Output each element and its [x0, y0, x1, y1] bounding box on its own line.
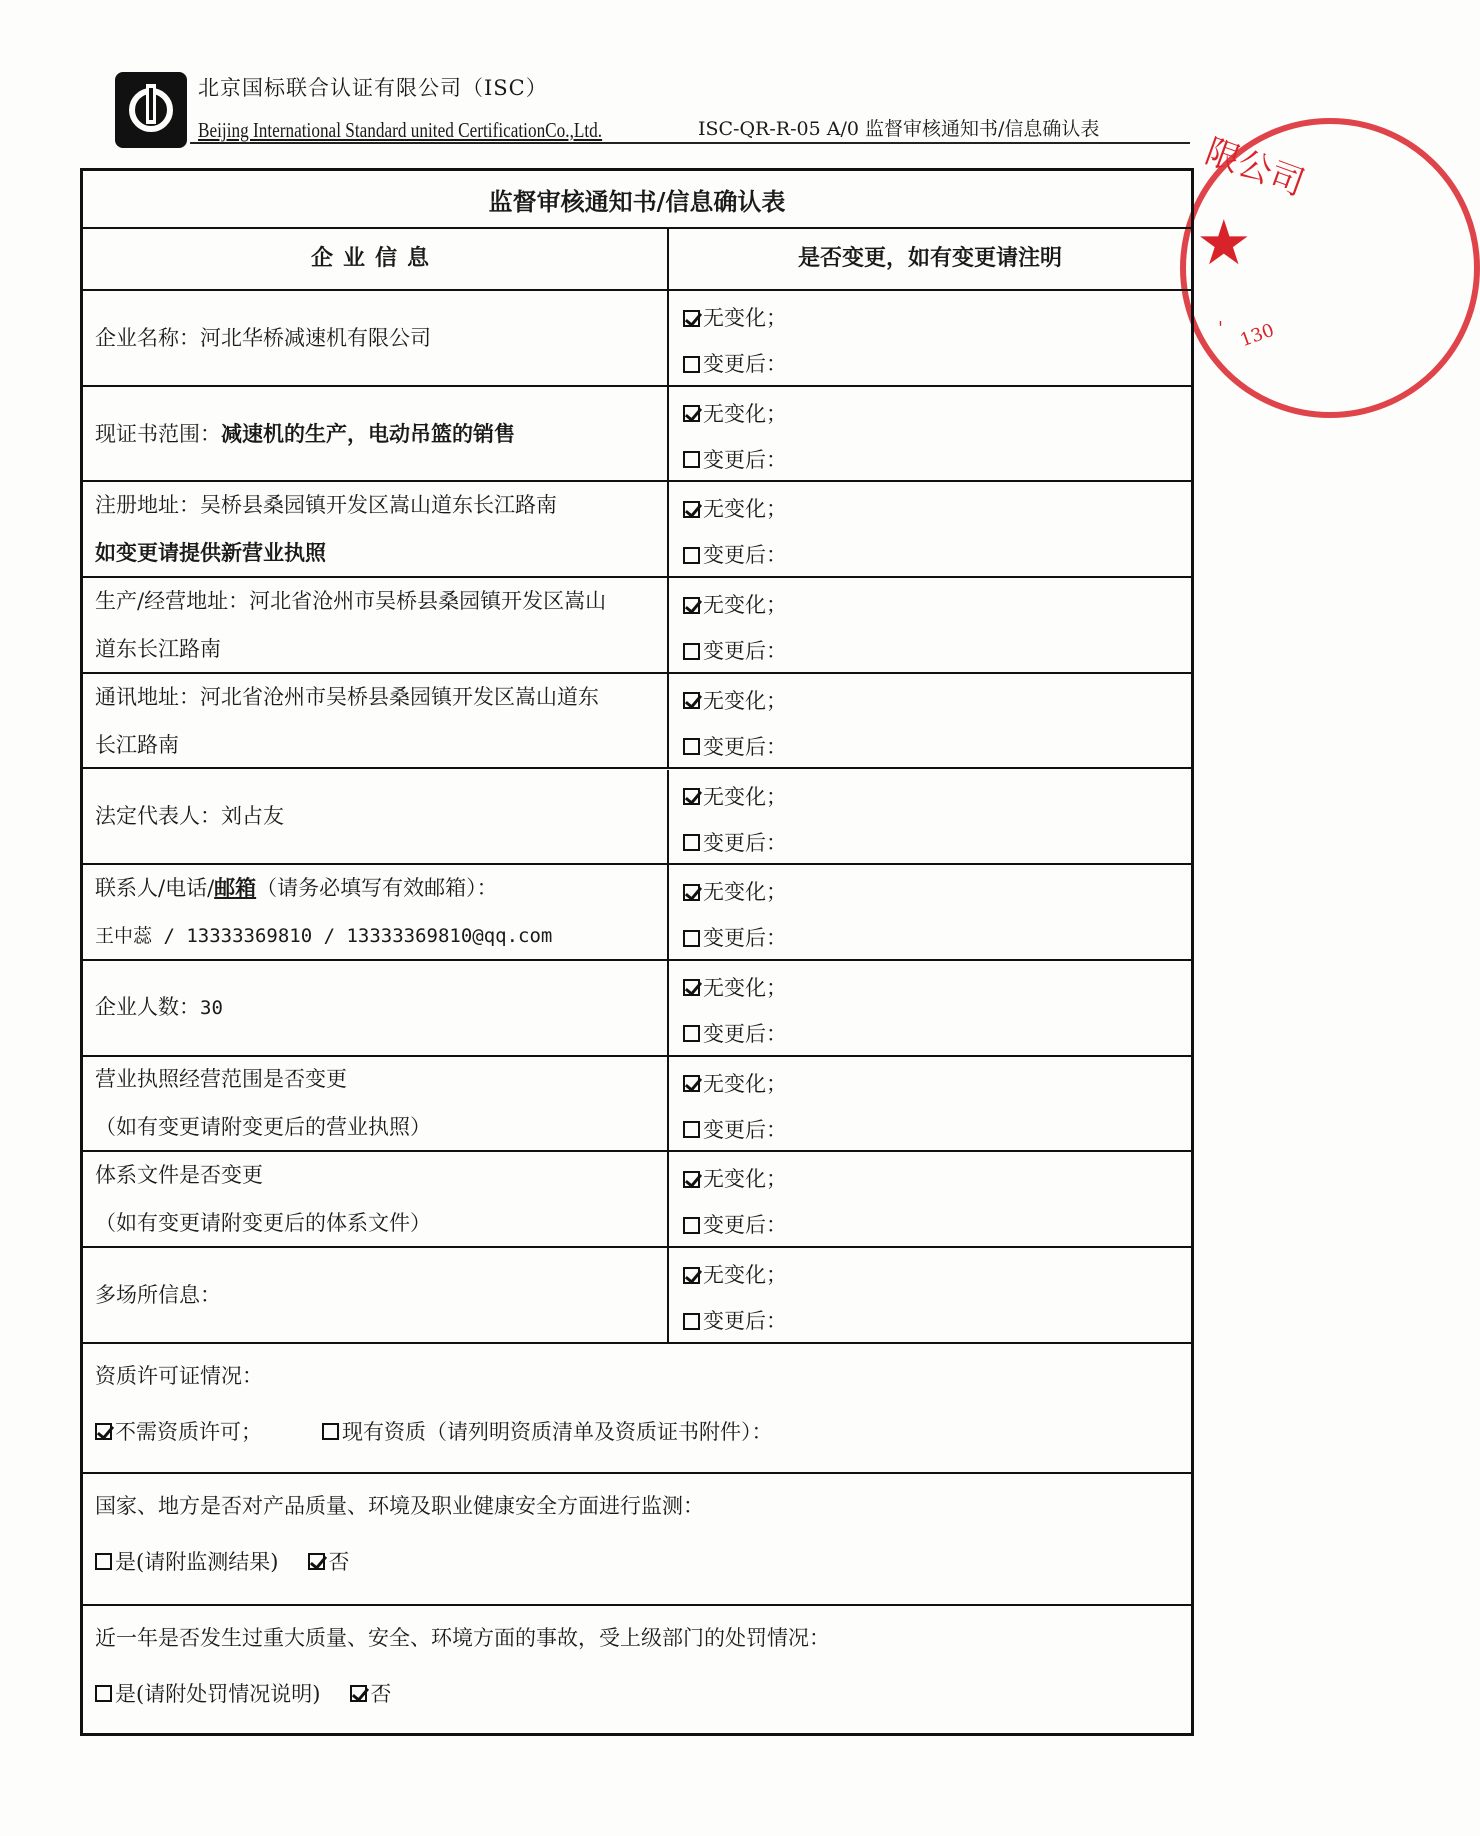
monitoring-yes-checkbox[interactable] [95, 1553, 112, 1570]
monitoring-question: 国家、地方是否对产品质量、环境及职业健康安全方面进行监测： [95, 1494, 704, 1518]
document-code: ISC-QR-R-05 A/0 监督审核通知书/信息确认表 [698, 118, 1100, 140]
unchanged-label: 无变化； [703, 593, 787, 618]
changed-label: 变更后： [703, 1309, 787, 1333]
unchanged-checkbox[interactable] [683, 1075, 700, 1092]
unchanged-checkbox[interactable] [683, 405, 700, 422]
changed-checkbox[interactable] [683, 930, 700, 947]
changed-checkbox[interactable] [683, 738, 700, 755]
no-qualification-label: 不需资质许可； [115, 1420, 262, 1444]
unchanged-checkbox[interactable] [683, 1171, 700, 1188]
table-row [83, 1248, 1191, 1344]
field-label: 现证书范围： [95, 421, 221, 446]
field-label: 生产/经营地址： [95, 588, 250, 613]
monitoring-no-label: 否 [328, 1550, 350, 1574]
field-label: 营业执照经营范围是否变更 [95, 1067, 347, 1092]
changed-label: 变更后： [703, 1021, 787, 1046]
accident-question: 近一年是否发生过重大质量、安全、环境方面的事故，受上级部门的处罚情况： [95, 1626, 830, 1650]
changed-checkbox[interactable] [683, 1025, 700, 1042]
unchanged-label: 无变化； [703, 497, 787, 522]
field-value: 王中蕊 / 13333369810 / 13333369810@qq.com [95, 925, 553, 948]
changed-label: 变更后： [703, 352, 787, 376]
changed-checkbox[interactable] [683, 834, 700, 851]
field-label: 注册地址： [95, 493, 200, 518]
seal-text: 限公司 [1200, 131, 1310, 205]
unchanged-label: 无变化； [703, 1263, 787, 1287]
changed-checkbox[interactable] [683, 356, 700, 373]
field-value: 河北省沧州市吴桥县桑园镇开发区嵩山 [249, 588, 607, 613]
seal-number: 130 [1237, 319, 1277, 352]
has-qualification-checkbox[interactable] [322, 1423, 339, 1440]
unchanged-label: 无变化； [703, 784, 787, 809]
field-value: 吴桥县桑园镇开发区嵩山道东长江路南 [200, 493, 557, 518]
unchanged-label: 无变化； [703, 880, 787, 905]
table-row [83, 770, 1191, 866]
changed-checkbox[interactable] [683, 1313, 700, 1330]
field-label: 企业人数： [95, 995, 200, 1020]
unchanged-checkbox[interactable] [683, 310, 700, 327]
monitoring-yes-label: 是(请附监测结果) [115, 1550, 279, 1574]
accident-no-label: 否 [370, 1682, 392, 1706]
field-value-cont: 道东长江路南 [95, 636, 221, 661]
company-name-cn: 北京国标联合认证有限公司（ISC） [198, 76, 548, 100]
field-label: 法定代表人： [95, 804, 221, 829]
unchanged-label: 无变化； [703, 1071, 787, 1096]
changed-checkbox[interactable] [683, 643, 700, 660]
unchanged-label: 无变化； [703, 306, 787, 330]
qualification-row [83, 1344, 1191, 1474]
company-name-en: Beijing International Standard united CertificationCo.,Ltd. [198, 118, 603, 142]
changed-label: 变更后： [703, 543, 787, 568]
field-label: 企业名称： [95, 325, 200, 350]
unchanged-checkbox[interactable] [683, 1267, 700, 1284]
field-note: （如有变更请附变更后的体系文件） [95, 1211, 431, 1236]
unchanged-checkbox[interactable] [683, 979, 700, 996]
unchanged-checkbox[interactable] [683, 501, 700, 518]
field-value: 河北华桥减速机有限公司 [200, 325, 431, 350]
changed-label: 变更后： [703, 639, 787, 664]
field-note: （如有变更请附变更后的营业执照） [95, 1115, 431, 1140]
seal-mark: ' [1218, 318, 1223, 339]
field-value: 30 [200, 997, 223, 1020]
unchanged-label: 无变化； [703, 688, 787, 713]
changed-label: 变更后： [703, 1117, 787, 1142]
field-label: 联系人/电话/ [95, 876, 215, 901]
field-label: 通讯地址： [95, 684, 200, 709]
field-label-email: 邮箱 [214, 875, 257, 901]
unchanged-label: 无变化； [703, 1167, 787, 1192]
accident-row [83, 1606, 1191, 1733]
field-value: 河北省沧州市吴桥县桑园镇开发区嵩山道东 [200, 684, 599, 709]
accident-yes-checkbox[interactable] [95, 1685, 112, 1702]
changed-label: 变更后： [703, 830, 787, 855]
qualification-question: 资质许可证情况： [95, 1364, 263, 1388]
no-qualification-checkbox[interactable] [95, 1423, 112, 1440]
changed-label: 变更后： [703, 734, 787, 759]
changed-label: 变更后： [703, 926, 787, 951]
changed-checkbox[interactable] [683, 1121, 700, 1138]
monitoring-no-checkbox[interactable] [308, 1553, 325, 1570]
field-value: 刘占友 [221, 804, 284, 829]
field-label: 体系文件是否变更 [95, 1163, 263, 1188]
changed-checkbox[interactable] [683, 547, 700, 564]
table-row [83, 674, 1191, 770]
company-logo [115, 72, 187, 148]
table-row [83, 578, 1191, 674]
field-value: 减速机的生产，电动吊篮的销售 [221, 420, 515, 446]
unchanged-checkbox[interactable] [683, 884, 700, 901]
field-label-note: （请务必填写有效邮箱）： [256, 876, 498, 901]
table-row [83, 865, 1191, 961]
table-row [83, 482, 1191, 578]
unchanged-checkbox[interactable] [683, 692, 700, 709]
changed-checkbox[interactable] [683, 451, 700, 468]
changed-checkbox[interactable] [683, 1217, 700, 1234]
table-row [83, 387, 1191, 483]
accident-yes-label: 是(请附处罚情况说明) [115, 1682, 321, 1706]
field-note: 如变更请提供新营业执照 [95, 540, 326, 566]
table-row [83, 1057, 1191, 1153]
monitoring-row [83, 1474, 1191, 1606]
table-row [83, 291, 1191, 387]
column-header-change: 是否变更，如有变更请注明 [797, 245, 1062, 271]
has-qualification-label: 现有资质（请列明资质清单及资质证书附件）： [342, 1420, 773, 1444]
confirmation-form [80, 168, 1194, 1736]
accident-no-checkbox[interactable] [350, 1685, 367, 1702]
unchanged-checkbox[interactable] [683, 788, 700, 805]
column-header-row [83, 229, 1191, 291]
field-value-cont: 长江路南 [95, 732, 179, 757]
unchanged-label: 无变化； [703, 975, 787, 1000]
table-row [83, 961, 1191, 1057]
header-divider [190, 142, 1190, 144]
seal-star-icon: ★ [1196, 206, 1252, 279]
unchanged-checkbox[interactable] [683, 597, 700, 614]
column-header-company-info: 企业信息 [83, 229, 669, 289]
table-row [83, 1152, 1191, 1248]
changed-label: 变更后： [703, 447, 787, 472]
unchanged-label: 无变化； [703, 401, 787, 426]
changed-label: 变更后： [703, 1213, 787, 1238]
field-label: 多场所信息： [95, 1282, 221, 1307]
form-title: 监督审核通知书/信息确认表 [83, 171, 1191, 229]
